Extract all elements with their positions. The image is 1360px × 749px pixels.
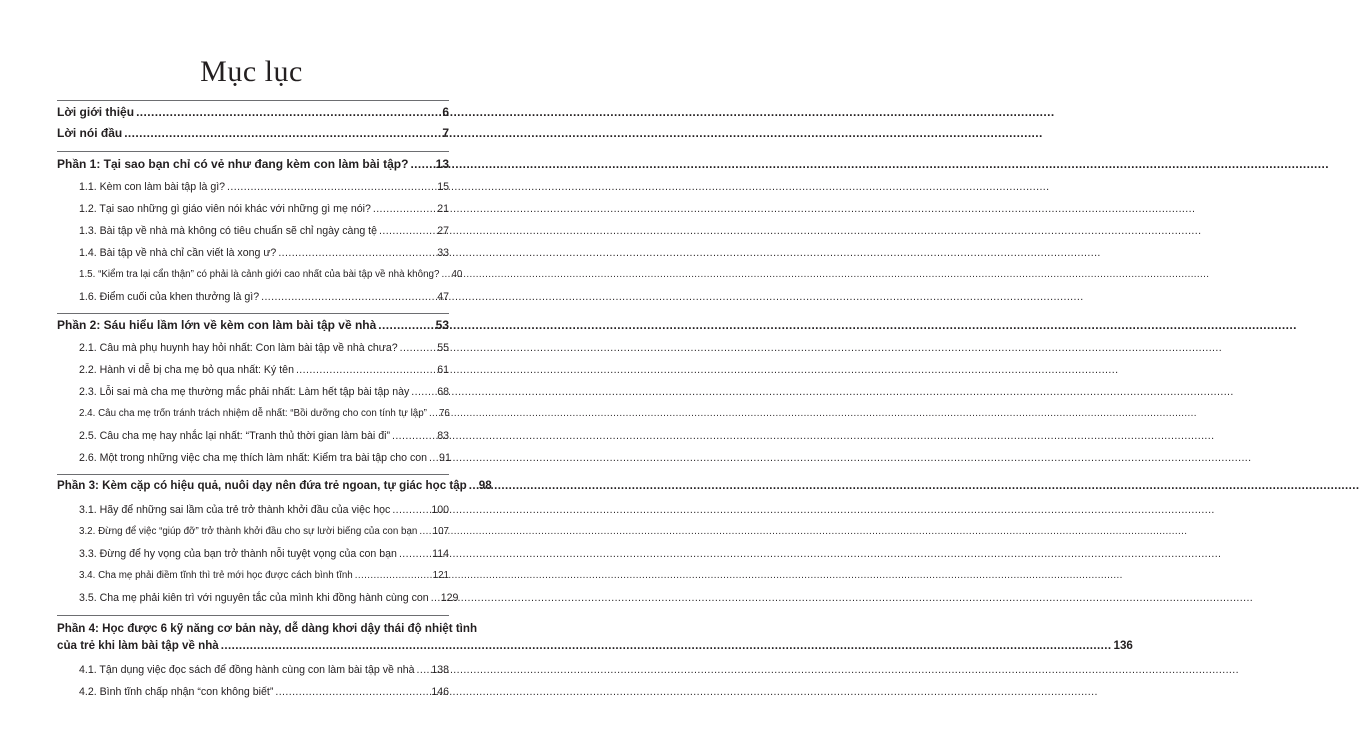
divider [57, 474, 449, 475]
toc-page-number: 68 [437, 386, 449, 398]
dot-leader [400, 342, 436, 354]
divider [57, 151, 449, 152]
toc-entry[interactable] [79, 686, 449, 698]
toc-entry[interactable] [79, 548, 449, 560]
toc-entry[interactable] [79, 181, 449, 193]
toc-entry-label: Lời nói đầu [57, 126, 123, 140]
toc-entry[interactable] [79, 386, 449, 398]
dot-leader [296, 364, 435, 376]
dot-leader [278, 247, 435, 259]
toc-part-1[interactable] [57, 157, 449, 171]
toc-entry[interactable] [79, 342, 449, 354]
divider [57, 313, 449, 314]
toc-page-number: 100 [431, 504, 449, 516]
dot-leader [469, 479, 477, 492]
dot-leader [431, 592, 439, 604]
dot-leader [373, 203, 435, 215]
toc-entry[interactable] [79, 570, 449, 581]
dot-leader [355, 570, 431, 581]
divider [57, 100, 449, 101]
toc-entry-label: 1.3. Bài tập về nhà mà không có tiêu chuẩn sẽ chỉ ngày càng tệ [79, 225, 378, 237]
toc-entry[interactable] [79, 364, 449, 376]
dot-leader [275, 686, 429, 698]
toc-page-number: 53 [435, 318, 449, 332]
toc-entry-label: 2.1. Câu mà phụ huynh hay hỏi nhất: Con làm bài tập về nhà chưa? [79, 342, 398, 354]
toc-entry-preface[interactable] [57, 105, 449, 119]
toc-entry[interactable] [79, 203, 449, 215]
toc-page-number: 76 [438, 408, 450, 419]
toc-part-title: Phần 4: Học được 6 kỹ năng cơ bản này, dễ dàng khơi dậy thái độ nhiệt tình [57, 622, 478, 635]
dot-leader [124, 126, 440, 140]
toc-entry[interactable] [79, 291, 449, 303]
dot-leader [410, 157, 433, 171]
toc-entry[interactable] [79, 504, 449, 516]
toc-page-number: 7 [442, 126, 449, 140]
dot-leader [392, 504, 429, 516]
toc-part-2[interactable] [57, 318, 449, 332]
toc-entry-label: 1.6. Điểm cuối của khen thưởng là gì? [79, 291, 260, 303]
toc-page-number: 114 [432, 548, 449, 560]
toc-entry-label: 2.6. Một trong những việc cha mẹ thích làm nhất: Kiểm tra bài tập cho con [79, 452, 428, 464]
toc-entry-label: 2.2. Hành vi dễ bị cha mẹ bỏ qua nhất: Ký tên [79, 364, 294, 376]
toc-entry[interactable] [79, 269, 463, 280]
toc-part-3[interactable] [57, 479, 492, 492]
toc-entry-label: 3.2. Đừng để việc “giúp đỡ” trở thành khởi đầu cho sự lười biếng của con bạn [79, 526, 418, 537]
toc-page-number: 121 [432, 570, 449, 581]
toc-part-4[interactable] [57, 620, 1133, 654]
toc-part-title: Phần 1: Tại sao bạn chỉ có vẻ như đang kèm con làm bài tập? [57, 157, 409, 171]
toc-entry-label: 3.3. Đừng để hy vọng của bạn trở thành nỗi tuyệt vọng của con bạn [79, 548, 397, 560]
toc-part-title: Phần 3: Kèm cặp có hiệu quả, nuôi dạy nên đứa trẻ ngoan, tự giác học tập [57, 479, 467, 492]
dot-leader [379, 225, 435, 237]
toc-entry-label: 3.1. Hãy để những sai lầm của trẻ trở thành khởi đầu của việc học [79, 504, 391, 516]
toc-entry-foreword[interactable] [57, 126, 449, 140]
toc-entry-label: 1.1. Kèm con làm bài tập là gì? [79, 181, 226, 193]
toc-entry[interactable] [79, 452, 449, 464]
toc-entry-label: 2.5. Câu cha mẹ hay nhắc lại nhất: “Tranh thủ thời gian làm bài đi” [79, 430, 390, 442]
dot-leader [392, 430, 435, 442]
toc-entry[interactable] [79, 664, 449, 676]
toc-part-title-continued: của trẻ khi làm bài tập về nhà [57, 639, 219, 652]
toc-entry-label: 3.4. Cha mẹ phải điềm tĩnh thì trẻ mới học được cách bình tĩnh [79, 570, 353, 581]
toc-page-number: 138 [431, 664, 449, 676]
dot-leader [417, 664, 430, 676]
toc-entry-label: Lời giới thiệu [57, 105, 135, 119]
dot-leader [136, 105, 440, 119]
toc-entry-label: 4.2. Bình tĩnh chấp nhận “con không biết” [79, 686, 274, 698]
dot-leader [399, 548, 430, 560]
toc-entry[interactable] [79, 526, 449, 537]
toc-entry-label: 1.4. Bài tập về nhà chỉ cần viết là xong ư? [79, 247, 277, 259]
dot-leader [441, 269, 449, 280]
dot-leader [419, 526, 430, 537]
page-title: Mục lục [200, 55, 303, 88]
toc-entry[interactable] [79, 225, 449, 237]
dot-leader [227, 181, 435, 193]
toc-part-title: Phần 2: Sáu hiểu lầm lớn về kèm con làm bài tập về nhà [57, 318, 377, 332]
toc-entry-label: 2.3. Lỗi sai mà cha mẹ thường mắc phải nhất: Làm hết tập bài tập này [79, 386, 410, 398]
toc-entry-label: 3.5. Cha mẹ phải kiên trì với nguyên tắc của mình khi đồng hành cùng con [79, 592, 429, 604]
toc-entry-label: 4.1. Tận dụng việc đọc sách để đồng hành cùng con làm bài tập về nhà [79, 664, 415, 676]
toc-entry-label: 1.2. Tại sao những gì giáo viên nói khác với những gì mẹ nói? [79, 203, 371, 215]
toc-page-number: 13 [435, 157, 449, 171]
dot-leader [378, 318, 433, 332]
toc-page-number: 83 [437, 430, 449, 442]
toc-page-number: 21 [437, 203, 449, 215]
toc-entry-label: 2.4. Câu cha mẹ trốn tránh trách nhiệm dễ nhất: “Bồi dưỡng cho con tính tự lập” [79, 408, 427, 419]
toc-entry[interactable] [79, 592, 459, 604]
toc-page-number: 40 [451, 269, 463, 280]
toc-page-number: 15 [437, 181, 449, 193]
toc-page-number: 61 [437, 364, 449, 376]
toc-page-number: 33 [437, 247, 449, 259]
toc-entry[interactable] [79, 408, 449, 419]
dot-leader [221, 637, 1112, 654]
toc-page-number: 27 [437, 225, 449, 237]
toc-entry-label: 1.5. “Kiểm tra lại cẩn thận” có phải là cảnh giới cao nhất của bài tập về nhà không? [79, 269, 440, 280]
dot-leader [411, 386, 435, 398]
toc-entry[interactable] [79, 430, 449, 442]
toc-page-number: 98 [478, 479, 492, 492]
dot-leader [429, 408, 437, 419]
toc-page-number: 107 [432, 526, 449, 537]
toc-entry[interactable] [79, 247, 449, 259]
dot-leader [261, 291, 435, 303]
toc-page-number: 129 [440, 592, 459, 604]
toc-page-number: 47 [437, 291, 449, 303]
toc-page-number: 136 [1113, 639, 1133, 652]
dot-leader [429, 452, 437, 464]
toc-page-number: 6 [442, 105, 449, 119]
toc-page-number: 91 [439, 452, 451, 464]
toc-page-number: 146 [431, 686, 449, 698]
divider [57, 615, 449, 616]
toc-page-number: 55 [437, 342, 449, 354]
